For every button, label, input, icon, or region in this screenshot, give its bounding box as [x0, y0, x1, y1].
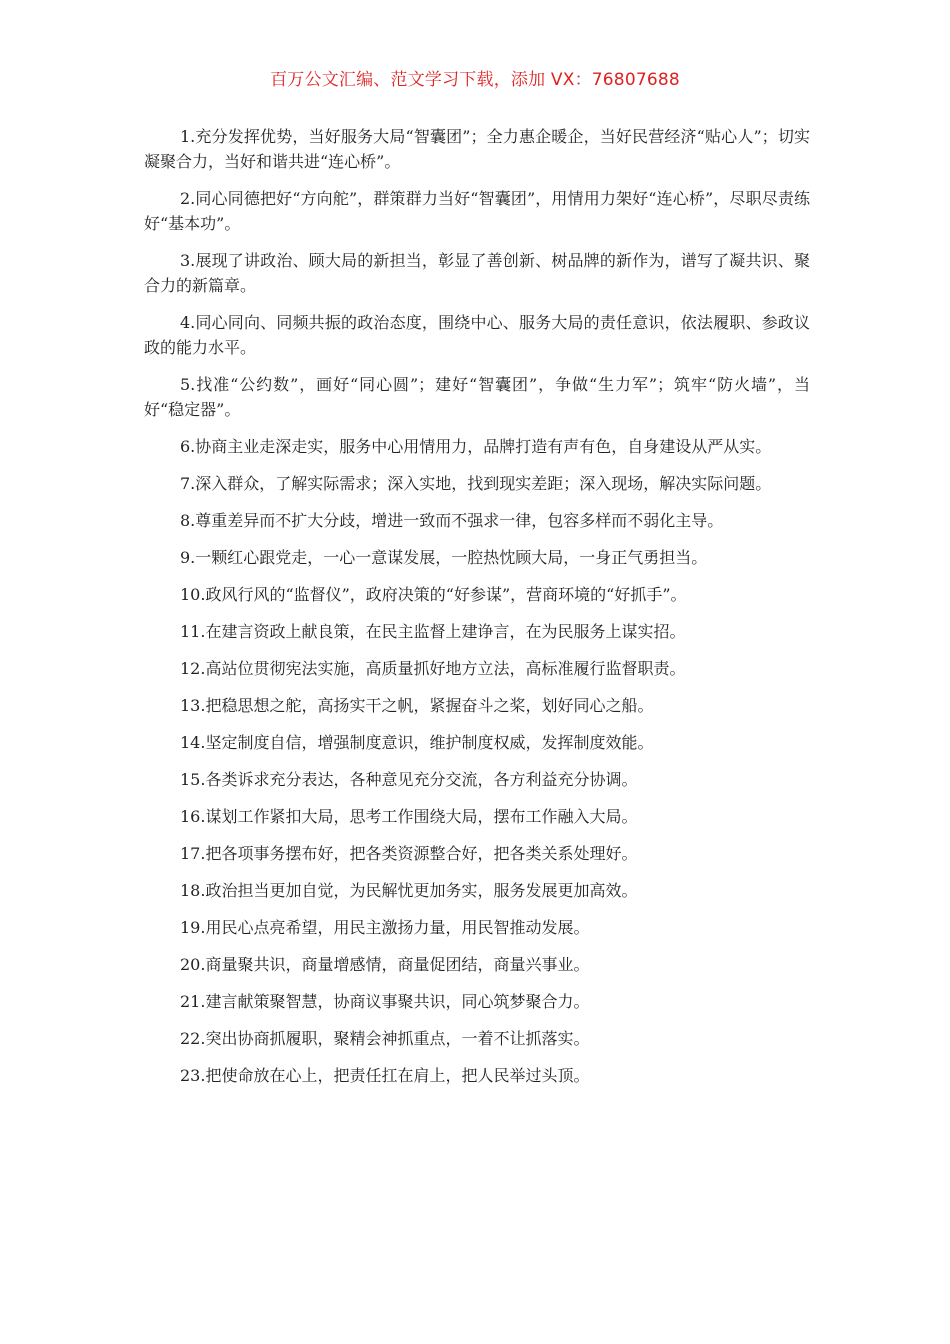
paragraph-11: 11.在建言资政上献良策，在民主监督上建诤言，在为民服务上谋实招。 [180, 622, 686, 641]
paragraph-20: 20.商量聚共识，商量增感情，商量促团结，商量兴事业。 [180, 955, 590, 974]
paragraph-23: 23.把使命放在心上，把责任扛在肩上，把人民举过头顶。 [180, 1066, 590, 1085]
paragraph-9: 9.一颗红心跟党走，一心一意谋发展，一腔热忱顾大局，一身正气勇担当。 [180, 548, 708, 567]
promo-header: 百万公文汇编、范文学习下载，添加 VX：76807688 [270, 70, 680, 90]
paragraph-15: 15.各类诉求充分表达，各种意见充分交流，各方利益充分协调。 [180, 770, 638, 789]
paragraph-10: 10.政风行风的“监督仪”，政府决策的“好参谋”，营商环境的“好抓手”。 [180, 585, 687, 604]
document-body [144, 124, 810, 1100]
paragraph-22: 22.突出协商抓履职，聚精会神抓重点，一着不让抓落实。 [180, 1029, 590, 1048]
paragraph-13: 13.把稳思想之舵，高扬实干之帆，紧握奋斗之桨，划好同心之船。 [180, 696, 654, 715]
paragraph-12: 12.高站位贯彻宪法实施，高质量抓好地方立法，高标准履行监督职责。 [180, 659, 686, 678]
paragraph-6: 6.协商主业走深走实，服务中心用情用力，品牌打造有声有色，自身建设从严从实。 [180, 437, 772, 456]
paragraph-21: 21.建言献策聚智慧，协商议事聚共识，同心筑梦聚合力。 [180, 992, 590, 1011]
paragraph-14: 14.坚定制度自信，增强制度意识，维护制度权威，发挥制度效能。 [180, 733, 654, 752]
paragraph-18: 18.政治担当更加自觉，为民解忧更加务实，服务发展更加高效。 [180, 881, 638, 900]
paragraph-2: 2.同心同德把好“方向舵”，群策群力当好“智囊团”，用情用力架好“连心桥”，尽职尽责练好“基本功”。 [144, 189, 810, 233]
paragraph-4: 4.同心同向、同频共振的政治态度，围绕中心、服务大局的责任意识，依法履职、参政议政的能力水平。 [144, 313, 810, 357]
paragraph-8: 8.尊重差异而不扩大分歧，增进一致而不强求一律，包容多样而不弱化主导。 [180, 511, 724, 530]
paragraph-1: 1.充分发挥优势，当好服务大局“智囊团”；全力惠企暖企，当好民营经济“贴心人”；切实凝聚合力，当好和谐共进“连心桥”。 [144, 127, 810, 171]
paragraph-3: 3.展现了讲政治、顾大局的新担当，彰显了善创新、树品牌的新作为，谱写了凝共识、聚合力的新篇章。 [144, 251, 810, 295]
paragraph-5: 5.找准“公约数”，画好“同心圆”；建好“智囊团”，争做“生力军”；筑牢“防火墙”，当好“稳定器”。 [144, 375, 810, 419]
paragraph-17: 17.把各项事务摆布好，把各类资源整合好，把各类关系处理好。 [180, 844, 638, 863]
paragraph-7: 7.深入群众，了解实际需求；深入实地，找到现实差距；深入现场，解决实际问题。 [180, 474, 772, 493]
paragraph-19: 19.用民心点亮希望，用民主激扬力量，用民智推动发展。 [180, 918, 590, 937]
paragraph-16: 16.谋划工作紧扣大局，思考工作围绕大局，摆布工作融入大局。 [180, 807, 638, 826]
